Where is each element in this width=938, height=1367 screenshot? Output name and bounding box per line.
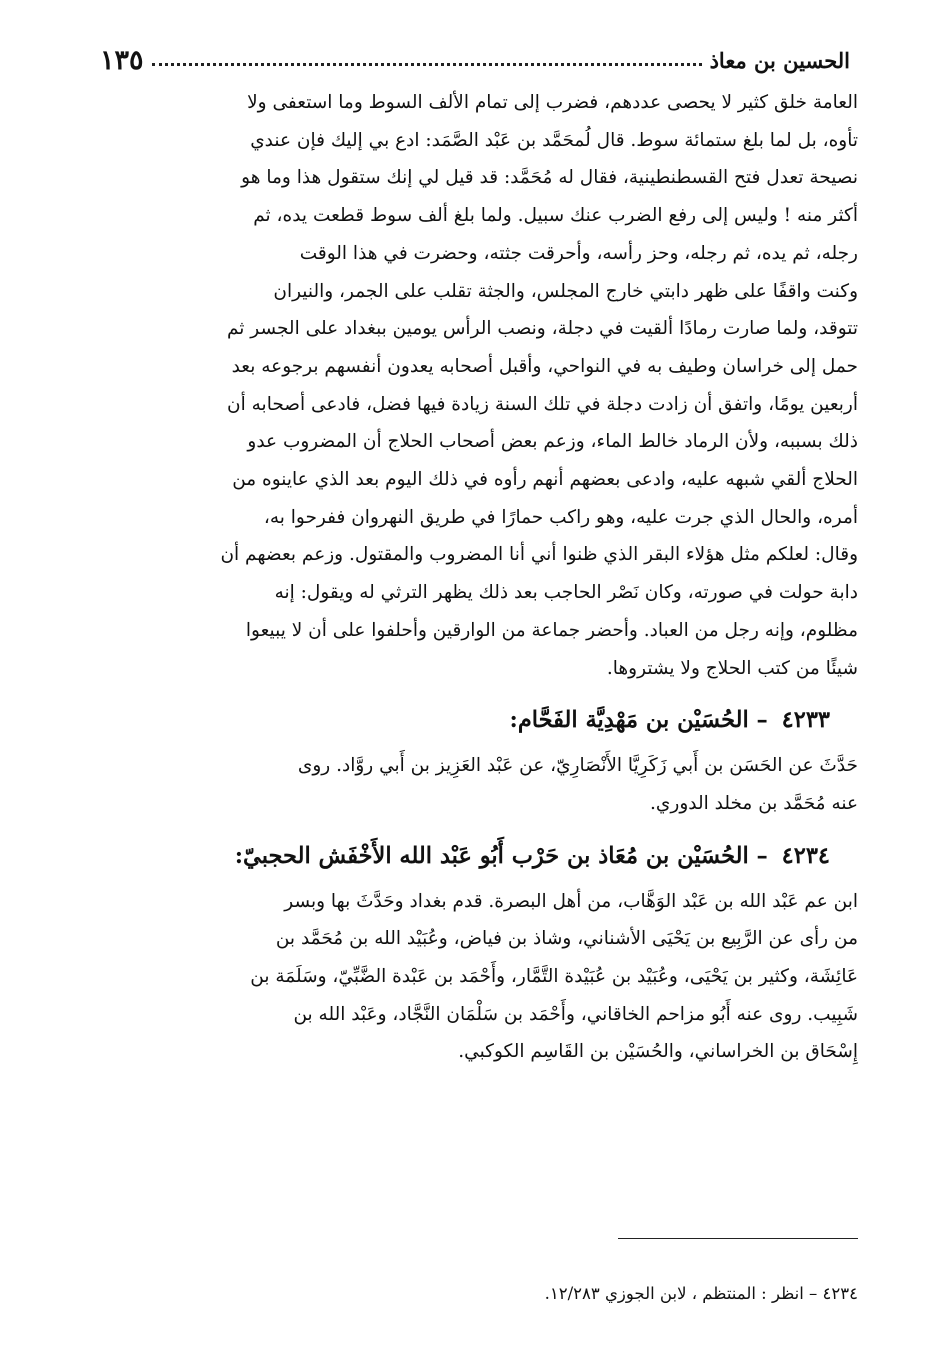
entry-name: – الحُسَيْن بن مَهْدِيَّة الفَحَّام: bbox=[509, 707, 768, 734]
leader-dots bbox=[152, 63, 702, 66]
entry-name: – الحُسَيْن بن مُعَاذ بن حَرْب أَبُو عَبْد الله الأَخْفَش الحجبيّ: bbox=[234, 842, 768, 869]
page-number: ١٣٥ bbox=[100, 44, 144, 76]
entry-heading-4234 bbox=[104, 836, 858, 876]
footnote: ٤٢٣٤ – انظر : المنتظم ، لابن الجوزي ١٢/٢٨٣. bbox=[544, 1284, 858, 1303]
paragraph-entry-4234: ابن عم عَبْد الله بن عَبْد الوَهَّاب، من أهل البصرة. قدم بغداد وحَدَّثَ بها وبسر من رأى عن الرَّبِيع بن يَحْيَى الأشناني، وشاذ بن فياض، وعُبَيْد الله بن مُحَمَّد بن عَائِشَة، وكثير بن يَحْيَى، وعُبَيْد بن عُبَيْدة التَّمَّار، وأَحْمَد بن عَبْدة الضَّبِّيّ، وسَلَمَة بن شَبِيب. روى عنه أَبُو مزاحم الخاقاني، وأَحْمَد بن سَلْمَان النَّجَّاد، وعَبْد الله بن إِسْحَاق بن الخراساني، والحُسَيْن بن القَاسِم الكوكبي. bbox=[250, 890, 858, 1063]
page-body bbox=[104, 84, 858, 1071]
entry-heading-4233 bbox=[104, 700, 858, 740]
running-title: الحسين بن معاذ bbox=[709, 47, 850, 73]
paragraph-continuation: العامة خلق كثير لا يحصى عددهم، فضرب إلى تمام الألف السوط وما استعفى ولا تأوه، بل لما بلغ ستمائة سوط. قال لُمحَمَّد بن عَبْد الصَّمَد: ادع بي إليك فإن عندي نصيحة تعدل فتح القسطنطينية، فقال له مُحَمَّد: قد قيل لي إنك ستقول هذا وما هو أكثر منه ! وليس إلى رفع الضرب عنك سبيل. ولما بلغ ألف سوط قطعت يده، ثم رجله، ثم يده، ثم رجله، وحز رأسه، وأحرقت جثته، وحضرت في هذا الوقت وكنت واقفًا على ظهر دابتي خارج المجلس، والجثة تقلب على الجمر، والنيران تتوقد، ولما صارت رمادًا ألقيت في دجلة، ونصب الرأس يومين ببغداد على الجسر ثم حمل إلى خراسان وطيف به في النواحي، وأقبل أصحابه يعدون أنفسهم برجوعه بعد أربعين يومًا، واتفق أن زادت دجلة في تلك السنة زيادة فيها فضل، فادعى أصحابه أن ذلك بسببه، ولأن الرماد خالط الماء، وزعم بعض أصحاب الحلاج أن المضروب عدو الحلاج ألقي شبهه عليه، وادعى بعضهم أنهم رأوه في ذلك اليوم بعد الذي عاينوه من أمره، والحال الذي جرت عليه، وهو راكب حمارًا في طريق النهروان ففرحوا به، وقال: لعلكم مثل هؤلاء البقر الذي ظنوا أني أنا المضروب والمقتول. وزعم بعضهم أن دابة حولت في صورته، وكان نَصْر الحاجب بعد ذلك يظهر الترثي له ويقول: إنه مظلوم، وإنه رجل من العباد. وأحضر جماعة من الوارقين وأحلفوا على أن لا يبيعوا شيئًا من كتب الحلاج ولا يشتروها. bbox=[220, 92, 858, 679]
entry-number: ٤٢٣٣ bbox=[781, 707, 830, 734]
entry-number: ٤٢٣٤ bbox=[781, 842, 830, 869]
page-header bbox=[100, 40, 850, 80]
footnote-separator bbox=[618, 1238, 858, 1239]
paragraph-entry-4233: حَدَّثَ عن الحَسَن بن أَبي زَكَرِيَّا الأَنْصَارِيّ، عن عَبْد العَزِيز بن أَبي روَّاد. روى عنه مُحَمَّد بن مخلد الدوري. bbox=[297, 755, 858, 814]
